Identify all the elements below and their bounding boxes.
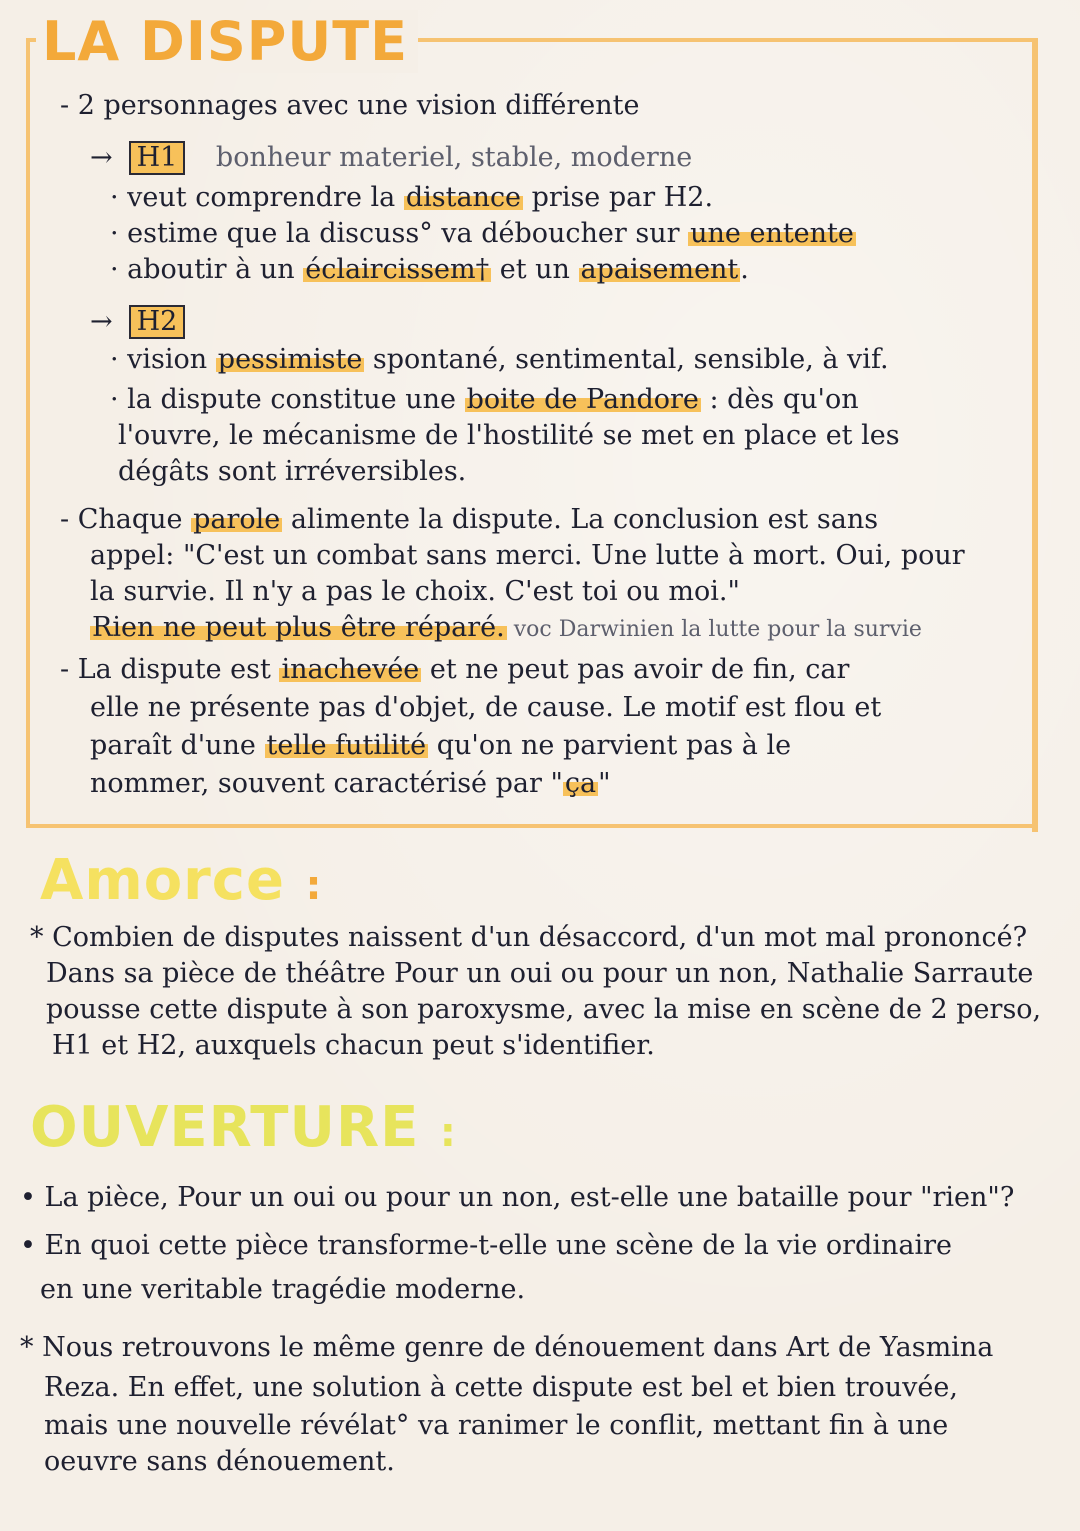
paragraph-3-line-2: elle ne présente pas d'objet, de cause. Le motif est flou et bbox=[90, 692, 882, 723]
text: nommer, souvent caractérisé par " bbox=[90, 768, 563, 799]
text: · vision bbox=[110, 344, 216, 375]
highlight: Rien ne peut plus être réparé. bbox=[92, 612, 505, 643]
annotation: voc Darwinien la lutte pour la survie bbox=[506, 617, 922, 642]
heading-colon: : bbox=[439, 1110, 457, 1156]
ouverture-line-6: mais une nouvelle révélat° va ranimer le conflit, mettant fin à une bbox=[44, 1410, 949, 1441]
paragraph-3-line-1 bbox=[60, 652, 849, 688]
text: alimente la dispute. La conclusion est sans bbox=[282, 504, 879, 535]
heading-text: Amorce bbox=[40, 848, 285, 913]
highlight: une entente bbox=[690, 218, 854, 249]
ouverture-line-5: Reza. En effet, une solution à cette dispute est bel et bien trouvée, bbox=[44, 1372, 958, 1403]
h1-description: bonheur materiel, stable, moderne bbox=[215, 142, 693, 173]
h1-label: H1 bbox=[129, 141, 186, 175]
highlight: apaisement bbox=[580, 254, 739, 285]
amorce-line-2: Dans sa pièce de théâtre Pour un oui ou pour un non, Nathalie Sarraute bbox=[46, 958, 1034, 989]
highlight: telle futilité bbox=[266, 730, 427, 761]
arrow-icon: → bbox=[90, 306, 113, 337]
line-characters: - 2 personnages avec une vision différente bbox=[60, 90, 640, 121]
highlight: inachevée bbox=[281, 654, 420, 685]
h2-bullet-2-line-2: l'ouvre, le mécanisme de l'hostilité se met en place et les bbox=[118, 420, 900, 451]
amorce-line-1: * Combien de disputes naissent d'un désaccord, d'un mot mal prononcé? bbox=[30, 922, 1028, 953]
h2-bullet-1 bbox=[110, 342, 889, 378]
text: · aboutir à un bbox=[110, 254, 304, 285]
paragraph-2-line-3: la survie. Il n'y a pas le choix. C'est toi ou moi." bbox=[90, 576, 740, 607]
ouverture-line-3: en une veritable tragédie moderne. bbox=[40, 1274, 526, 1305]
h2-heading bbox=[90, 304, 185, 340]
ouverture-line-1: • La pièce, Pour un oui ou pour un non, est-elle une bataille pour "rien"? bbox=[20, 1182, 1015, 1213]
text: " bbox=[598, 768, 611, 799]
highlight: boite de Pandore bbox=[466, 384, 699, 415]
text: prise par H2. bbox=[523, 182, 714, 213]
text: qu'on ne parvient pas à le bbox=[428, 730, 792, 761]
text: · veut comprendre la bbox=[110, 182, 404, 213]
highlight: parole bbox=[193, 504, 281, 535]
frame-shadow bbox=[1032, 38, 1038, 832]
amorce-line-3: pousse cette dispute à son paroxysme, avec la mise en scène de 2 perso, bbox=[46, 994, 1042, 1025]
text: . bbox=[740, 254, 749, 285]
h2-label: H2 bbox=[129, 305, 186, 339]
paragraph-2-line-2: appel: "C'est un combat sans merci. Une lutte à mort. Oui, pour bbox=[90, 540, 965, 571]
text: · la dispute constitue une bbox=[110, 384, 465, 415]
heading-text: OUVERTURE bbox=[30, 1095, 420, 1160]
text: paraît d'une bbox=[90, 730, 265, 761]
paragraph-3-line-3 bbox=[90, 728, 791, 764]
highlight: ça bbox=[564, 768, 597, 799]
text: : dès qu'on bbox=[700, 384, 859, 415]
h1-bullet-2 bbox=[110, 216, 856, 252]
heading-colon: : bbox=[305, 863, 323, 909]
ouverture-heading bbox=[30, 1095, 457, 1160]
highlight: distance bbox=[405, 182, 522, 213]
amorce-heading bbox=[40, 848, 322, 913]
ouverture-line-2: • En quoi cette pièce transforme-t-elle une scène de la vie ordinaire bbox=[20, 1230, 952, 1261]
paragraph-2-line-4 bbox=[90, 610, 922, 648]
text: et un bbox=[491, 254, 579, 285]
h1-bullet-1 bbox=[110, 180, 713, 216]
page-title: LA DISPUTE bbox=[36, 10, 418, 73]
arrow-icon: → bbox=[90, 142, 113, 173]
amorce-line-4: H1 et H2, auxquels chacun peut s'identifier. bbox=[52, 1030, 655, 1061]
text: - La dispute est bbox=[60, 654, 280, 685]
h1-heading bbox=[90, 140, 692, 176]
h1-bullet-3 bbox=[110, 252, 749, 288]
paragraph-3-line-4 bbox=[90, 766, 611, 802]
text: - Chaque bbox=[60, 504, 192, 535]
text: · estime que la discuss° va déboucher sur bbox=[110, 218, 689, 249]
highlight: pessimiste bbox=[217, 344, 363, 375]
text: spontané, sentimental, sensible, à vif. bbox=[364, 344, 889, 375]
ouverture-line-4: * Nous retrouvons le même genre de dénouement dans Art de Yasmina bbox=[20, 1332, 994, 1363]
text: et ne peut pas avoir de fin, car bbox=[421, 654, 850, 685]
h2-bullet-2-line-3: dégâts sont irréversibles. bbox=[118, 456, 467, 487]
h2-bullet-2 bbox=[110, 382, 859, 418]
highlight: éclaircissem† bbox=[305, 254, 490, 285]
paragraph-2-line-1 bbox=[60, 502, 878, 538]
ouverture-line-7: oeuvre sans dénouement. bbox=[44, 1446, 395, 1477]
